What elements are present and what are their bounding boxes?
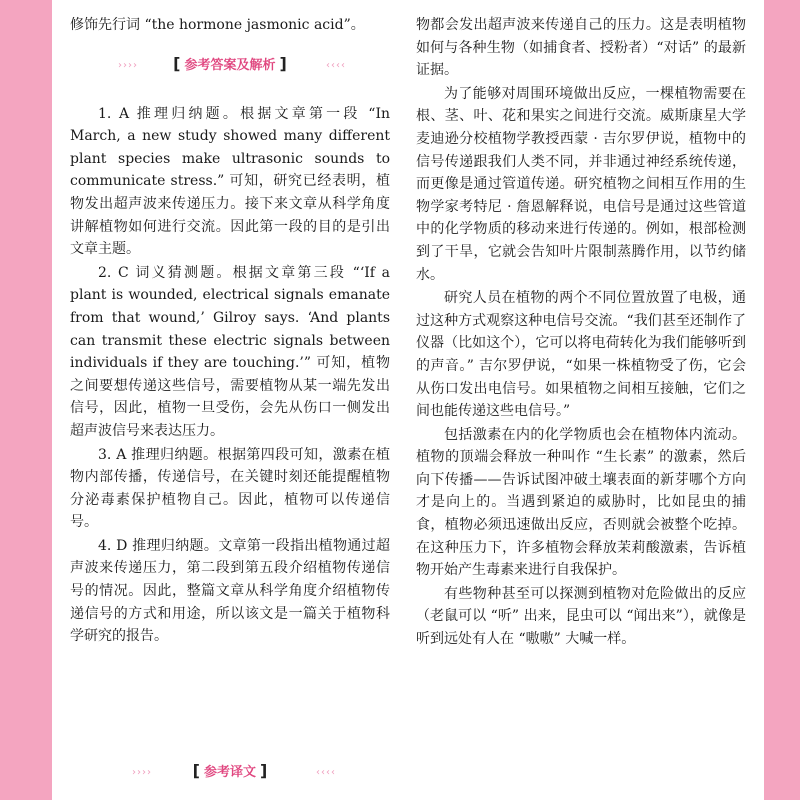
translation-section-header — [70, 758, 390, 792]
translation-paragraph-3: 研究人员在植物的两个不同位置放置了电极，通过这种方式观察这种电信号交流。“我们甚至还制作了仪器（比如这个），它可以将电荷转化为我们能够听到的声音。” 吉尔罗伊说，“如果一株植物受了伤，它会从伤口发出电信号。如果植物之间相互接触，它们之间也能传递这些电信号。” — [416, 290, 746, 420]
bracket-open: [ — [192, 761, 200, 780]
arrow-decoration-left: ›››› — [118, 59, 138, 71]
section-title: 参考答案及解析 — [184, 57, 276, 73]
translation-paragraph-2: 为了能够对周围环境做出反应，一棵植物需要在根、茎、叶、花和果实之间进行交流。威斯康星大学麦迪逊分校植物学教授西蒙 · 吉尔罗伊说，植物中的信号传递跟我们人类不同，并非通过神经系统传递，而更像是通过管道传递。研究植物之间相互作用的生物学家考特尼 · 詹恩解释说，电信号是通过这些管道中的化学物质的移动来进行传递的。例如，根部检测到了干旱，它就会告知叶片限制蒸腾作用，以节约储水。 — [416, 85, 746, 283]
right-column — [416, 14, 746, 651]
answer-3: 3. A 推理归纳题。根据第四段可知，激素在植物内部传播，传递信号，在关键时刻还能提醒植物分泌毒素保护植物自己。因此，植物可以传递信号。 — [70, 446, 390, 531]
left-column — [70, 0, 390, 780]
answer-1: 1. A 推理归纳题。根据文章第一段 “In March, a new study showed many different plant species make ultrasonic sounds to communicate stress.” 可知，研究已经表明，植物发出超声波来传递压力。接下来文章从科学角度讲解植物如何进行交流。因此第一段的目的是引出文章主题。 — [70, 105, 390, 258]
translation-paragraph-1: 物都会发出超声波来传递自己的压力。这是表明植物如何与各种生物（如捕食者、授粉者）“对话” 的最新证据。 — [416, 17, 746, 79]
bracket-close: ] — [260, 761, 268, 780]
bracket-open: [ — [173, 53, 181, 73]
continued-text: 修饰先行词 “the hormone jasmonic acid”。 — [70, 17, 365, 33]
translation-paragraph-5: 有些物种甚至可以探测到植物对危险做出的反应（老鼠可以 “听” 出来，昆虫可以 “闻出来”），就像是听到远处有人在 “嗷嗷” 大喊一样。 — [416, 585, 746, 648]
answer-2: 2. C 词义猜测题。根据文章第三段 “‘If a plant is wounded, electrical signals emanate from that wound,’ Gilroy says. ‘And plants can transmit these electric signals between individuals if they are touching.’” 可知，植物之间要想传递这些信号，需要植物从某一端先发出信号，因此，植物一旦受伤，会先从伤口一侧发出超声波信号来表达压力。 — [70, 264, 390, 439]
page — [52, 0, 764, 800]
arrow-decoration-left: ›››› — [132, 767, 152, 778]
section-title: 参考译文 — [203, 765, 256, 780]
answer-4: 4. D 推理归纳题。文章第一段指出植物通过超声波来传递压力，第二段到第五段介绍植物传递信号的情况。因此，整篇文章从科学角度介绍植物传递信号的方式和用途，所以该文是一篇关于植物科学研究的报告。 — [70, 537, 390, 645]
arrow-decoration-right: ‹‹‹‹ — [316, 767, 336, 778]
translation-paragraph-4: 包括激素在内的化学物质也会在植物体内流动。植物的顶端会释放一种叫作 “生长素” 的激素，然后向下传播——告诉试图冲破土壤表面的新芽哪个方向才是向上的。当遇到紧迫的威胁时，比如昆虫的捕食，植物必须迅速做出反应，否则就会被整个吃掉。在这种压力下，许多植物会释放茉莉酸激素，告诉植物开始产生毒素来进行自我保护。 — [416, 426, 746, 579]
bracket-close: ] — [279, 53, 287, 73]
arrow-decoration-right: ‹‹‹‹ — [326, 59, 346, 71]
answers-section-header — [70, 51, 390, 85]
answers-list — [70, 103, 390, 648]
